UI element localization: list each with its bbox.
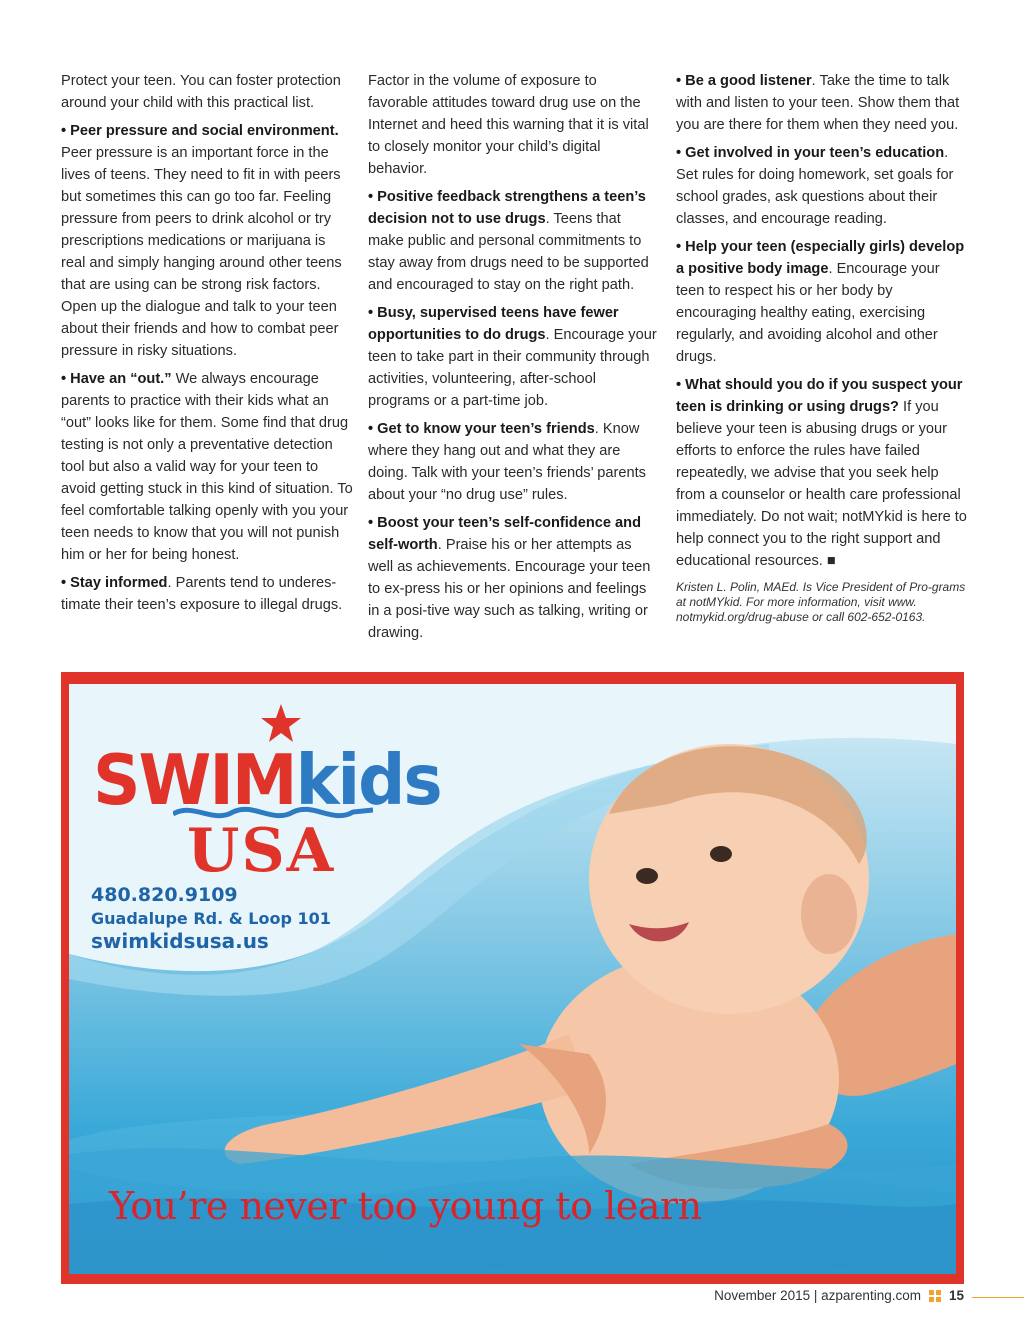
article-column-3 [676, 70, 968, 631]
ad-phone-number[interactable]: 480.820.9109 [91, 884, 238, 906]
footer-rule [972, 1297, 1024, 1298]
busy-teens-heading: • Busy, supervised teens have fewer opportunities to do drugs [368, 305, 619, 343]
ad-tagline: You’re never too young to learn [109, 1184, 702, 1228]
positive-feedback-paragraph: • Positive feedback strengthens a teen’s decision not to use drugs. Teens that make public and personal commitments to stay away from drugs need to be supported and encouraged to stay on the right path. [368, 189, 649, 293]
footer-squares-icon [929, 1290, 941, 1302]
footer-issue-text: November 2015 | azparenting.com [714, 1288, 921, 1303]
good-listener-heading: • Be a good listener [676, 73, 812, 89]
suspect-heading: • What should you do if you suspect your teen is drinking or using drugs? [676, 377, 963, 415]
suspect-paragraph: • What should you do if you suspect your teen is drinking or using drugs? If you believe your teen is abusing drugs or your efforts to enforce the rules have failed repeatedly, we advise that you seek help from a counselor or health care professional immediately. Do not wait; notMYkid is here to help connect you to the right support and educational resources. ■ [676, 377, 967, 569]
education-heading: • Get involved in your teen’s education [676, 145, 945, 161]
page-footer [714, 1288, 964, 1303]
stay-informed-paragraph: • Stay informed. Parents tend to underes-timate their teen’s exposure to illegal drugs. [61, 575, 343, 613]
author-byline: Kristen L. Polin, MAEd. Is Vice President of Pro-grams at notMYkid. For more information, visit www. notmykid.org/drug-abuse or call 602-652-0163. [676, 580, 966, 624]
peer-pressure-paragraph: • Peer pressure and social environment. Peer pressure is an important force in the lives of teens. They need to fit in with peers but sometimes this can go too far. Feeling pressure from peers to drink alcohol or try prescriptions medications or marijuana is real and simply hanging around other teens that are using can be strong risk factors. Open up the dialogue and talk to your teen about their friends and how to combat peer pressure in risky situations. [61, 123, 342, 359]
article-column-1 [61, 70, 353, 622]
swimkids-logo: SWIMkids [93, 740, 441, 821]
know-friends-heading: • Get to know your teen’s friends [368, 421, 595, 437]
body-image-paragraph: • Help your teen (especially girls) develop a positive body image. Encourage your teen to respect his or her body by encouraging healthy eating, exercising regularly, and avoiding alcohol and other drugs. [676, 239, 965, 365]
have-an-out-heading: • Have an “out.” [61, 371, 172, 387]
stay-informed-heading: • Stay informed [61, 575, 168, 591]
peer-pressure-heading: • Peer pressure and social environment. [61, 123, 339, 139]
self-confidence-heading: • Boost your teen’s self-confidence and self-worth [368, 515, 641, 553]
body-image-heading: • Help your teen (especially girls) develop a positive body image [676, 239, 965, 277]
positive-feedback-heading: • Positive feedback strengthens a teen’s decision not to use drugs [368, 189, 646, 227]
factor-paragraph: Factor in the volume of exposure to favorable attitudes toward drug use on the Internet and heed this warning that it is vital to closely monitor your child’s digital behavior. [368, 73, 649, 177]
good-listener-paragraph: • Be a good listener. Take the time to talk with and listen to your teen. Show them that you are there for them when they need you. [676, 73, 960, 133]
have-an-out-paragraph: • Have an “out.” We always encourage parents to practice with their kids what an “out” looks like for them. Some find that drug testing is not only a preventative detection tool but also a valid way for your teen to avoid getting stuck in this kind of situation. To feel comfortable talking openly with you your teen needs to know that you will not punish him or her for being honest. [61, 371, 353, 563]
ad-photo-area [69, 684, 956, 1274]
ad-address: Guadalupe Rd. & Loop 101 [91, 909, 331, 928]
self-confidence-paragraph: • Boost your teen’s self-confidence and self-worth. Praise his or her attempts as well as achievements. Encourage your teen to ex-press his or her opinions and feelings in a posi-tive way such as talking, writing or drawing. [368, 515, 651, 641]
logo-usa-text: USA [187, 816, 336, 886]
article-column-2 [368, 70, 660, 650]
busy-teens-paragraph: • Busy, supervised teens have fewer opportunities to do drugs. Encourage your teen to take part in their community through activities, volunteering, after-school programs or a part-time job. [368, 305, 657, 409]
swimkids-advertisement[interactable] [61, 672, 964, 1284]
know-friends-paragraph: • Get to know your teen’s friends. Know where they hang out and what they are doing. Talk with your teen’s friends’ parents about your “no drug use” rules. [368, 421, 646, 503]
intro-paragraph: Protect your teen. You can foster protection around your child with this practical list. [61, 73, 341, 111]
education-paragraph: • Get involved in your teen’s education. Set rules for doing homework, set goals for school grades, ask questions about their classes, and encourage reading. [676, 145, 954, 227]
page-number: 15 [948, 1288, 964, 1303]
ad-website-link[interactable]: swimkidsusa.us [91, 929, 269, 953]
